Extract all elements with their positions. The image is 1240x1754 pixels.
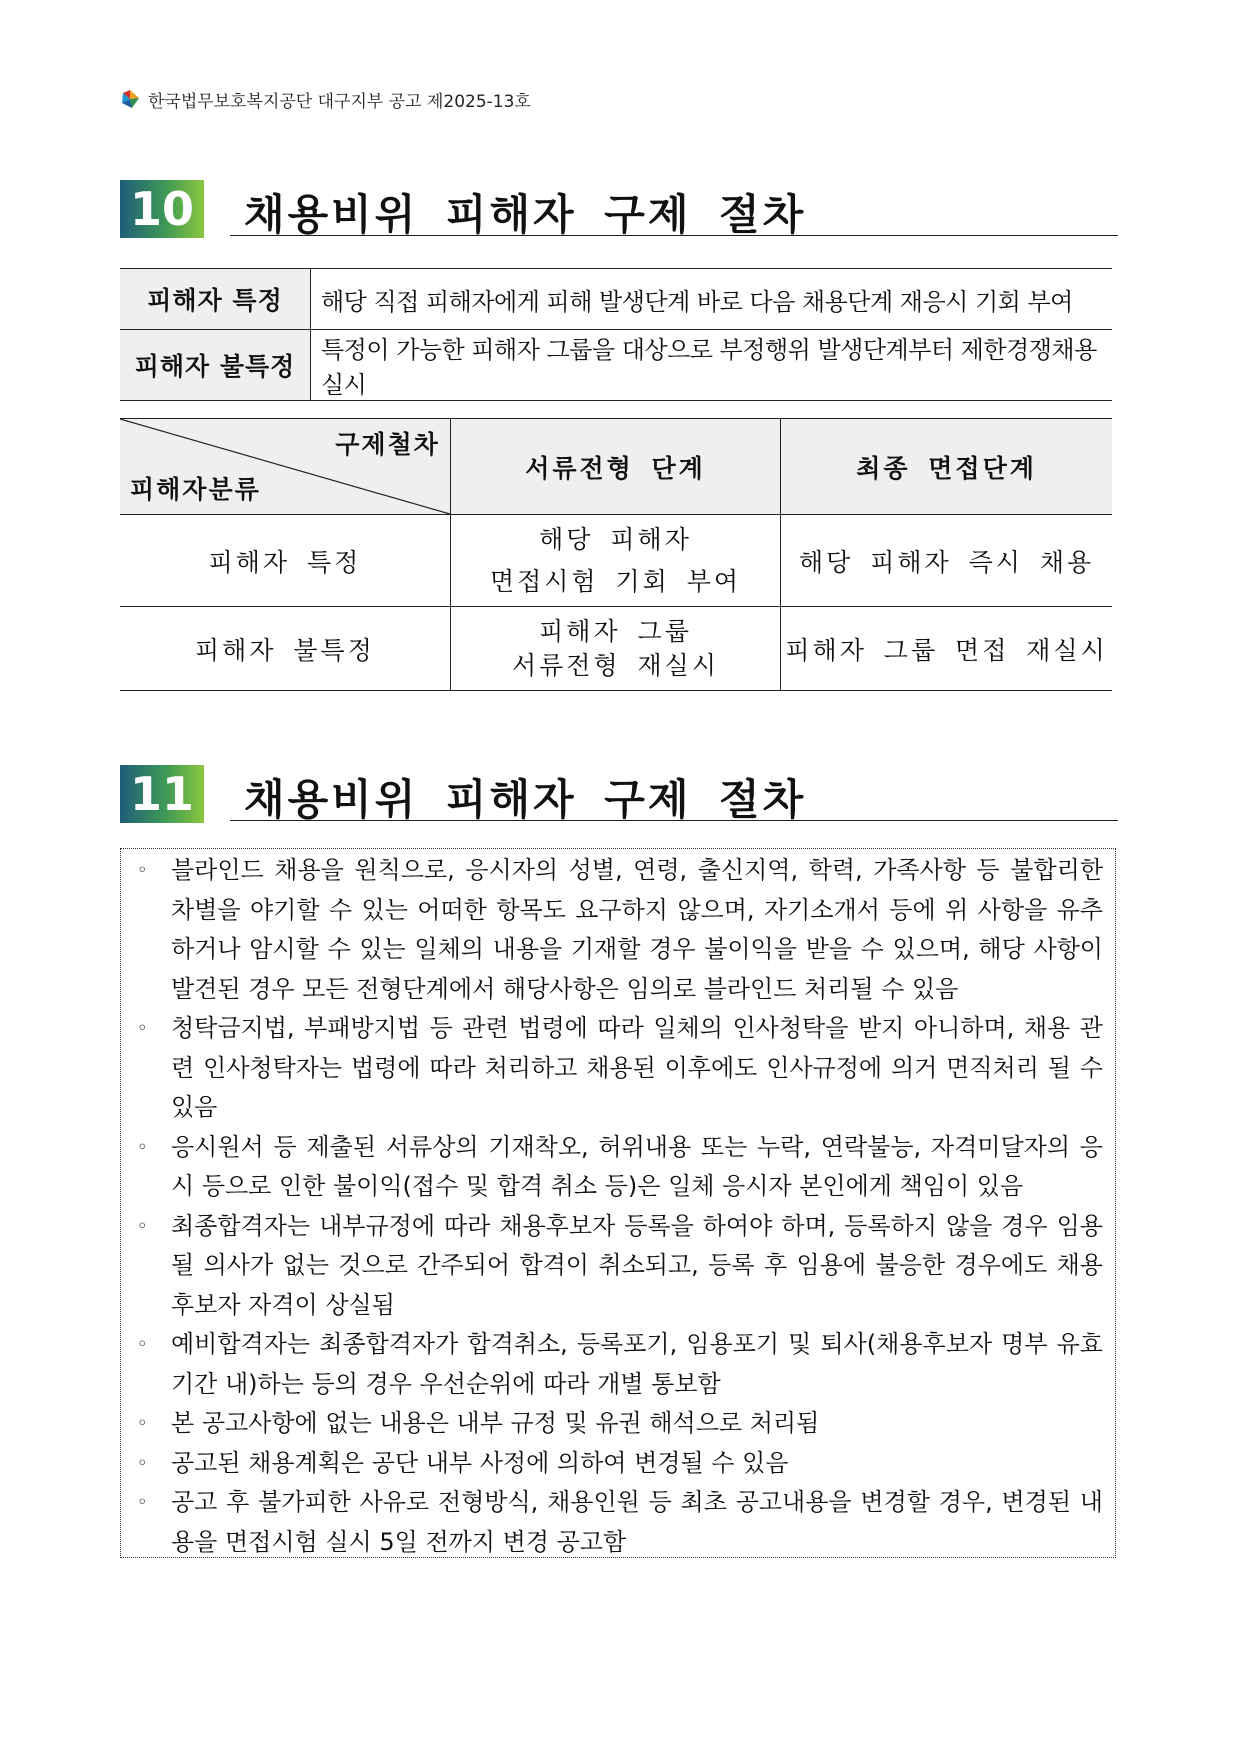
table-row (120, 515, 1112, 607)
bullet-icon: ◦ (137, 1136, 148, 1158)
note-text: 공고 후 불가피한 사유로 전형방식, 채용인원 등 최초 공고내용을 변경할 경우, 변경된 내용을 면접시험 실시 5일 전까지 변경 공고함 (171, 1488, 1103, 1556)
section-number: 10 (120, 180, 204, 238)
corner-bottom-label: 피해자분류 (130, 475, 261, 504)
page-header (120, 86, 531, 112)
note-text: 최종합격자는 내부규정에 따라 채용후보자 등록을 하여야 하며, 등록하지 않을 경우 임용될 의사가 없는 것으로 간주되어 합격이 취소되고, 등록 후 임용에 불응한 경우에도 채용후보자 자격이 상실됨 (171, 1211, 1103, 1319)
list-item (137, 1325, 1103, 1404)
section-10-heading (120, 180, 1112, 240)
list-item (137, 1128, 1103, 1207)
diagonal-header-cell (120, 419, 450, 515)
table-row (120, 330, 1112, 401)
note-text: 예비합격자는 최종합격자가 합격취소, 등록포기, 임용포기 및 퇴사(채용후보자 명부 유효기간 내)하는 등의 경우 우선순위에 따라 개별 통보함 (171, 1330, 1103, 1398)
interview-stage-cell: 피해자 그룹 면접 재실시 (781, 607, 1112, 691)
victim-type-table (120, 268, 1112, 401)
section-title: 채용비위 피해자 구제 절차 (244, 190, 807, 239)
category-cell: 피해자 불특정 (120, 607, 450, 691)
bullet-icon: ◦ (137, 1492, 148, 1513)
cell-line: 해당 피해자 (539, 524, 692, 554)
interview-stage-cell: 해당 피해자 즉시 채용 (781, 515, 1112, 607)
list-item (137, 1444, 1103, 1484)
relief-procedure-table (120, 418, 1112, 691)
category-cell: 피해자 특정 (120, 515, 450, 607)
row-label: 피해자 불특정 (120, 330, 311, 401)
bullet-icon: ◦ (137, 1334, 148, 1355)
header-text: 한국법무보호복지공단 대구지부 공고 제2025-13호 (148, 91, 531, 112)
section-number: 11 (120, 765, 204, 823)
notice-box (120, 848, 1116, 1558)
row-label: 피해자 특정 (120, 269, 311, 330)
note-text: 공고된 채용계획은 공단 내부 사정에 의하여 변경될 수 있음 (171, 1448, 789, 1477)
bullet-icon: ◦ (137, 1452, 148, 1474)
title-underline (230, 820, 1118, 821)
row-value: 특정이 가능한 피해자 그룹을 대상으로 부정행위 발생단계부터 제한경쟁채용 실시 (311, 330, 1113, 401)
cell-line: 면접시험 기회 부여 (489, 566, 742, 596)
bullet-icon: ◦ (137, 1018, 148, 1039)
note-text: 청탁금지법, 부패방지법 등 관련 법령에 따라 일체의 인사청탁을 받지 아니하며, 채용 관련 인사청탁자는 법령에 따라 처리하고 채용된 이후에도 인사규정에 의거 면직처리 될 수 있음 (171, 1014, 1103, 1121)
cell-line: 서류전형 재실시 (511, 650, 719, 680)
list-item (137, 851, 1103, 1009)
bullet-icon: ◦ (137, 1215, 148, 1237)
section-title: 채용비위 피해자 구제 절차 (244, 775, 807, 824)
cell-line: 피해자 그룹 (539, 616, 692, 646)
section-11-heading (120, 765, 1112, 825)
column-header: 최종 면접단계 (781, 419, 1112, 515)
note-text: 응시원서 등 제출된 서류상의 기재착오, 허위내용 또는 누락, 연락불능, 자격미달자의 응시 등으로 인한 불이익(접수 및 합격 취소 등)은 일체 응시자 본인에게 책임이 있음 (171, 1132, 1103, 1200)
list-item (137, 1483, 1103, 1562)
note-text: 본 공고사항에 없는 내용은 내부 규정 및 유권 해석으로 처리됨 (171, 1409, 820, 1437)
table-header-row (120, 419, 1112, 515)
table-row (120, 607, 1112, 691)
list-item (137, 1009, 1103, 1128)
list-item (137, 1404, 1103, 1444)
title-underline (230, 235, 1118, 236)
column-header: 서류전형 단계 (450, 419, 780, 515)
bullet-icon: ◦ (137, 1413, 148, 1434)
row-value: 해당 직접 피해자에게 피해 발생단계 바로 다음 채용단계 재응시 기회 부여 (311, 269, 1113, 330)
bullet-icon: ◦ (137, 860, 148, 881)
agency-logo-icon (120, 89, 140, 109)
corner-top-label: 구제철차 (335, 430, 440, 459)
document-stage-cell (450, 515, 780, 607)
note-text: 블라인드 채용을 원칙으로, 응시자의 성별, 연령, 출신지역, 학력, 가족사항 등 불합리한 차별을 야기할 수 있는 어떠한 항목도 요구하지 않으며, 자기소개서 등에 위 사항을 유추하거나 암시할 수 있는 일체의 내용을 기재할 경우 불이익을 받을 수 있으며, 해당 사항이 발견된 경우 모든 전형단계에서 해당사항은 임의로 블라인드 처리될 수 있음 (171, 856, 1103, 1003)
table-row (120, 269, 1112, 330)
document-stage-cell (450, 607, 780, 691)
list-item (137, 1207, 1103, 1326)
